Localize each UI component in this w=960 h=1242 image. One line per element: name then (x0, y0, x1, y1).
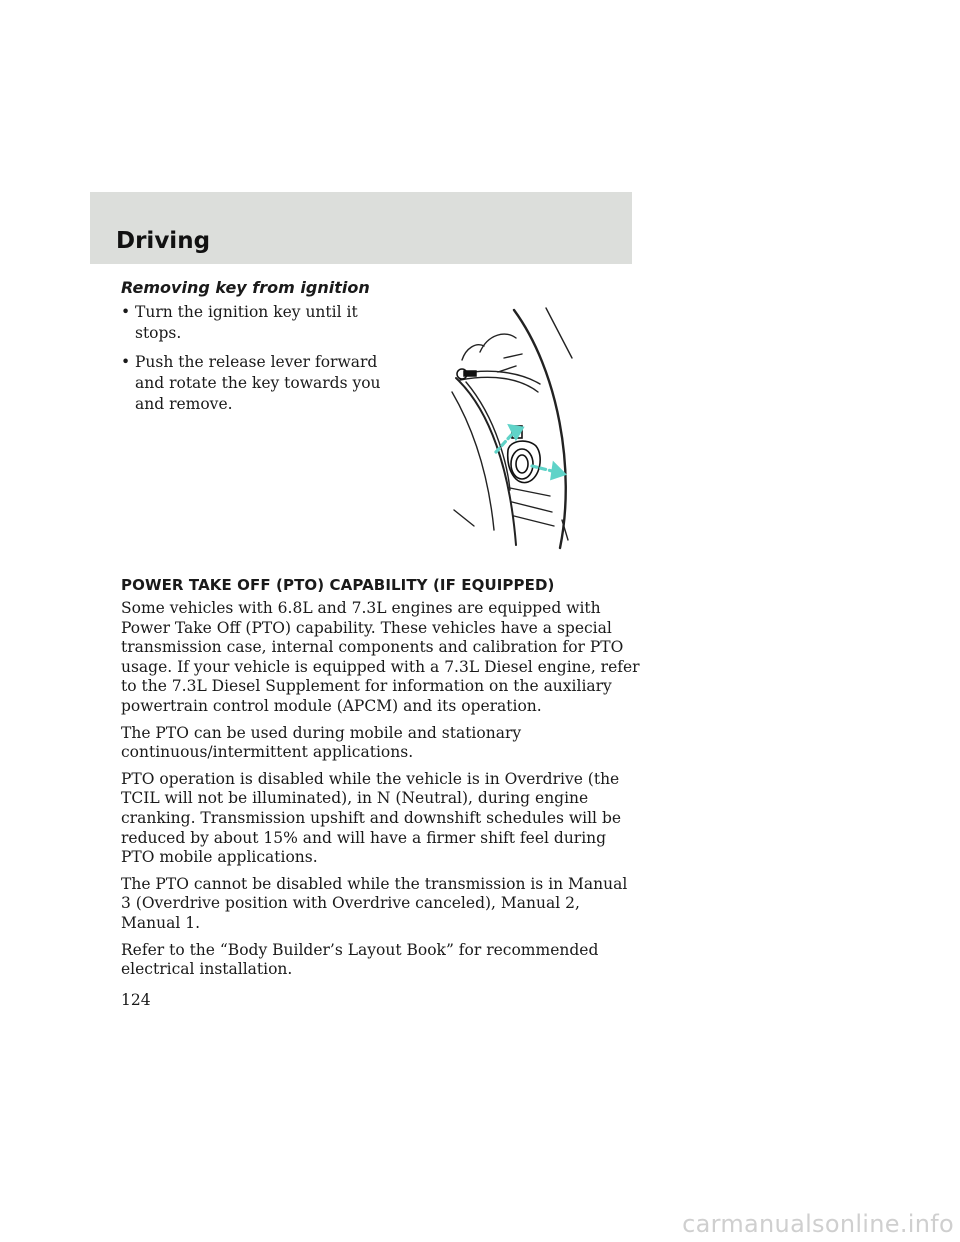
pto-body (121, 599, 641, 987)
list-item (121, 302, 401, 344)
ignition-key-illustration (440, 300, 590, 552)
paragraph: Refer to the “Body Builder’s Layout Book” for recommended electrical installation. (121, 940, 599, 979)
bullet-marker: • (121, 353, 131, 371)
paragraph: Some vehicles with 6.8L and 7.3L engines are equipped with Power Take Off (PTO) capability. These vehicles have a special transmission case, internal components and calibration for PTO usage. If your vehicle is equipped with a 7.3L Diesel engine, refer to the 7.3L Diesel Supplement for information on the auxiliary powertrain control module (APCM) and its operation. (121, 599, 640, 715)
list-item (121, 352, 401, 415)
paragraph: PTO operation is disabled while the vehicle is in Overdrive (the TCIL will not be illuminated), in N (Neutral), during engine cranking. Transmission upshift and downshift schedules will be reduced by about 15% and will have a firmer shift feel during PTO mobile applications. (121, 769, 622, 867)
section-title: Driving (116, 228, 211, 254)
section-header (90, 192, 632, 264)
paragraph: The PTO cannot be disabled while the transmission is in Manual 3 (Overdrive position with Overdrive canceled), Manual 2, Manual 1. (121, 874, 628, 932)
paragraph: The PTO can be used during mobile and stationary continuous/intermittent applications. (121, 723, 522, 762)
watermark: carmanualsonline.info (682, 1210, 954, 1238)
page-number: 124 (121, 991, 151, 1009)
pto-heading: POWER TAKE OFF (PTO) CAPABILITY (IF EQUIPPED) (121, 576, 555, 594)
removing-key-heading: Removing key from ignition (121, 278, 370, 297)
step-text: Turn the ignition key until it stops. (135, 303, 358, 342)
removing-key-steps (121, 302, 401, 423)
step-text: Push the release lever forward and rotate the key towards you and remove. (135, 353, 381, 413)
bullet-marker: • (121, 303, 131, 321)
